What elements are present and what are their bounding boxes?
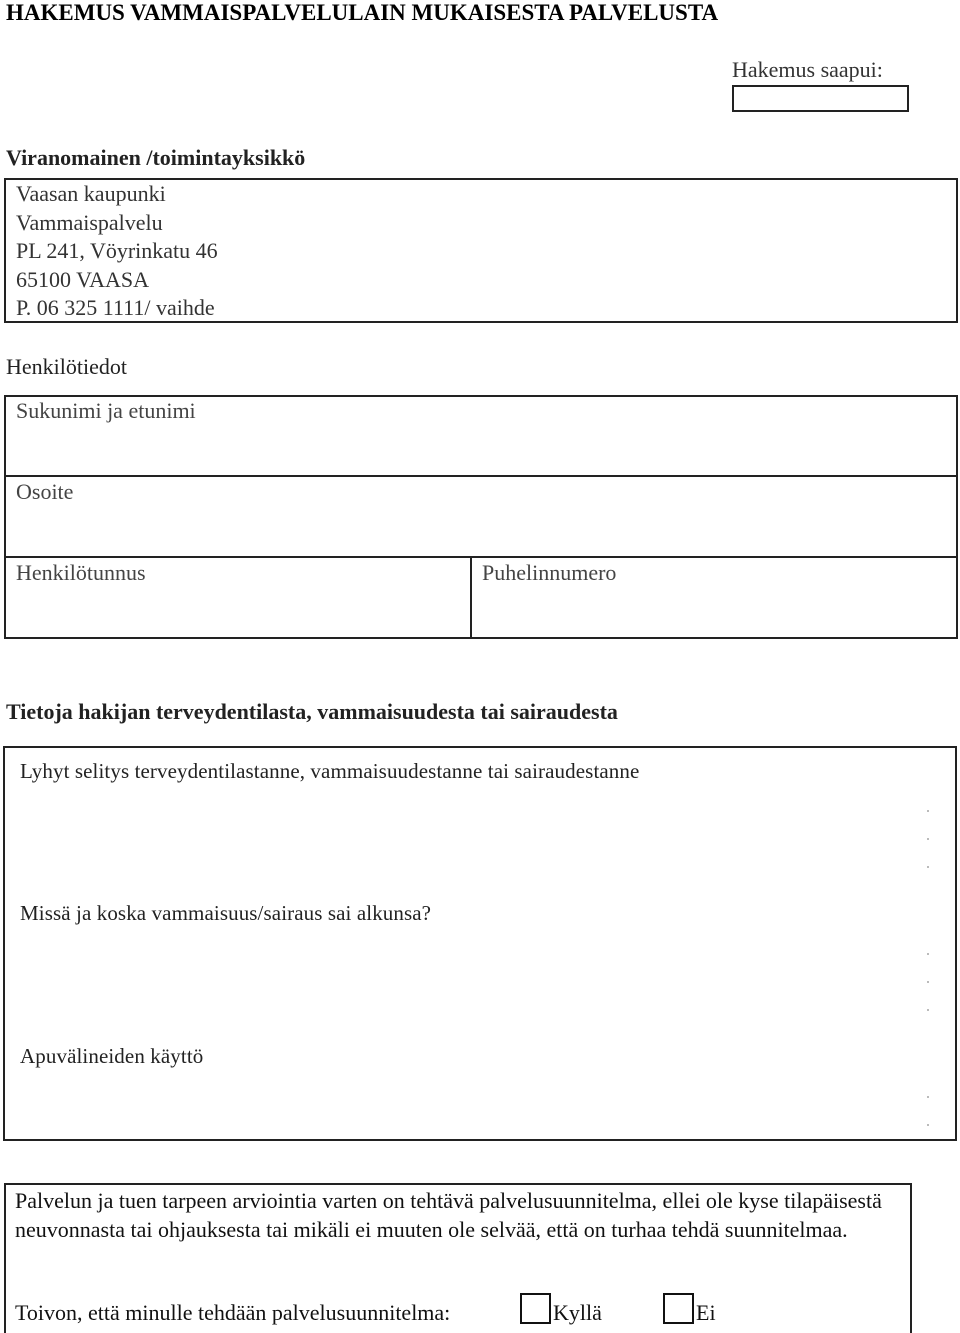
dot-mark (927, 866, 929, 868)
address-field[interactable] (16, 511, 946, 551)
health-question-3: Apuvälineiden käyttö (20, 1044, 204, 1068)
received-label: Hakemus saapui: (732, 57, 883, 82)
yes-checkbox[interactable] (520, 1293, 551, 1324)
authority-heading: Viranomainen /toimintayksikkö (6, 145, 306, 170)
dot-mark (927, 953, 929, 955)
health-question-1: Lyhyt selitys terveydentilastanne, vammaisuudestanne tai sairaudestanne (20, 759, 640, 783)
phone-label: Puhelinnumero (482, 560, 617, 585)
service-plan-question: Toivon, että minulle tehdään palvelusuunnitelma: (15, 1300, 451, 1325)
received-date-field[interactable] (732, 85, 909, 112)
health-heading: Tietoja hakijan terveydentilasta, vammaisuudesta tai sairaudesta (6, 699, 618, 724)
yes-label: Kyllä (553, 1300, 602, 1325)
no-label: Ei (696, 1300, 716, 1325)
address-label: Osoite (16, 479, 74, 504)
authority-line: P. 06 325 1111/ vaihde (16, 295, 215, 320)
service-plan-info: Palvelun ja tuen tarpeen arviointia varten on tehtävä palvelusuunnitelma, ellei ole kyse tilapäisestä neuvonnasta tai ohjauksesta tai mikäli ei muuten ole selvää, että on turhaa tehdä suunnitelmaa. (15, 1188, 882, 1242)
ssn-label: Henkilötunnus (16, 560, 146, 585)
authority-line: PL 241, Vöyrinkatu 46 (16, 238, 218, 263)
dot-mark (927, 1009, 929, 1011)
no-checkbox[interactable] (663, 1293, 694, 1324)
name-field[interactable] (16, 430, 946, 470)
person-heading: Henkilötiedot (6, 354, 127, 379)
health-answer-2[interactable] (20, 934, 920, 1034)
health-answer-3[interactable] (20, 1077, 920, 1135)
dot-mark (927, 838, 929, 840)
page-title: HAKEMUS VAMMAISPALVELULAIN MUKAISESTA PALVELUSTA (6, 0, 719, 25)
health-answer-1[interactable] (20, 792, 920, 892)
name-label: Sukunimi ja etunimi (16, 398, 196, 423)
health-question-2: Missä ja koska vammaisuus/sairaus sai alkunsa? (20, 901, 432, 925)
authority-line: 65100 VAASA (16, 266, 150, 292)
divider (4, 475, 958, 477)
authority-address (16, 180, 218, 323)
dot-mark (927, 1124, 929, 1126)
authority-line: Vammaispalvelu (16, 209, 163, 235)
dot-mark (927, 1096, 929, 1098)
ssn-field[interactable] (16, 592, 461, 632)
authority-line: Vaasan kaupunki (16, 181, 166, 206)
dot-mark (927, 810, 929, 812)
phone-field[interactable] (482, 592, 947, 632)
dot-mark (927, 981, 929, 983)
divider (470, 556, 472, 639)
divider (4, 556, 958, 558)
